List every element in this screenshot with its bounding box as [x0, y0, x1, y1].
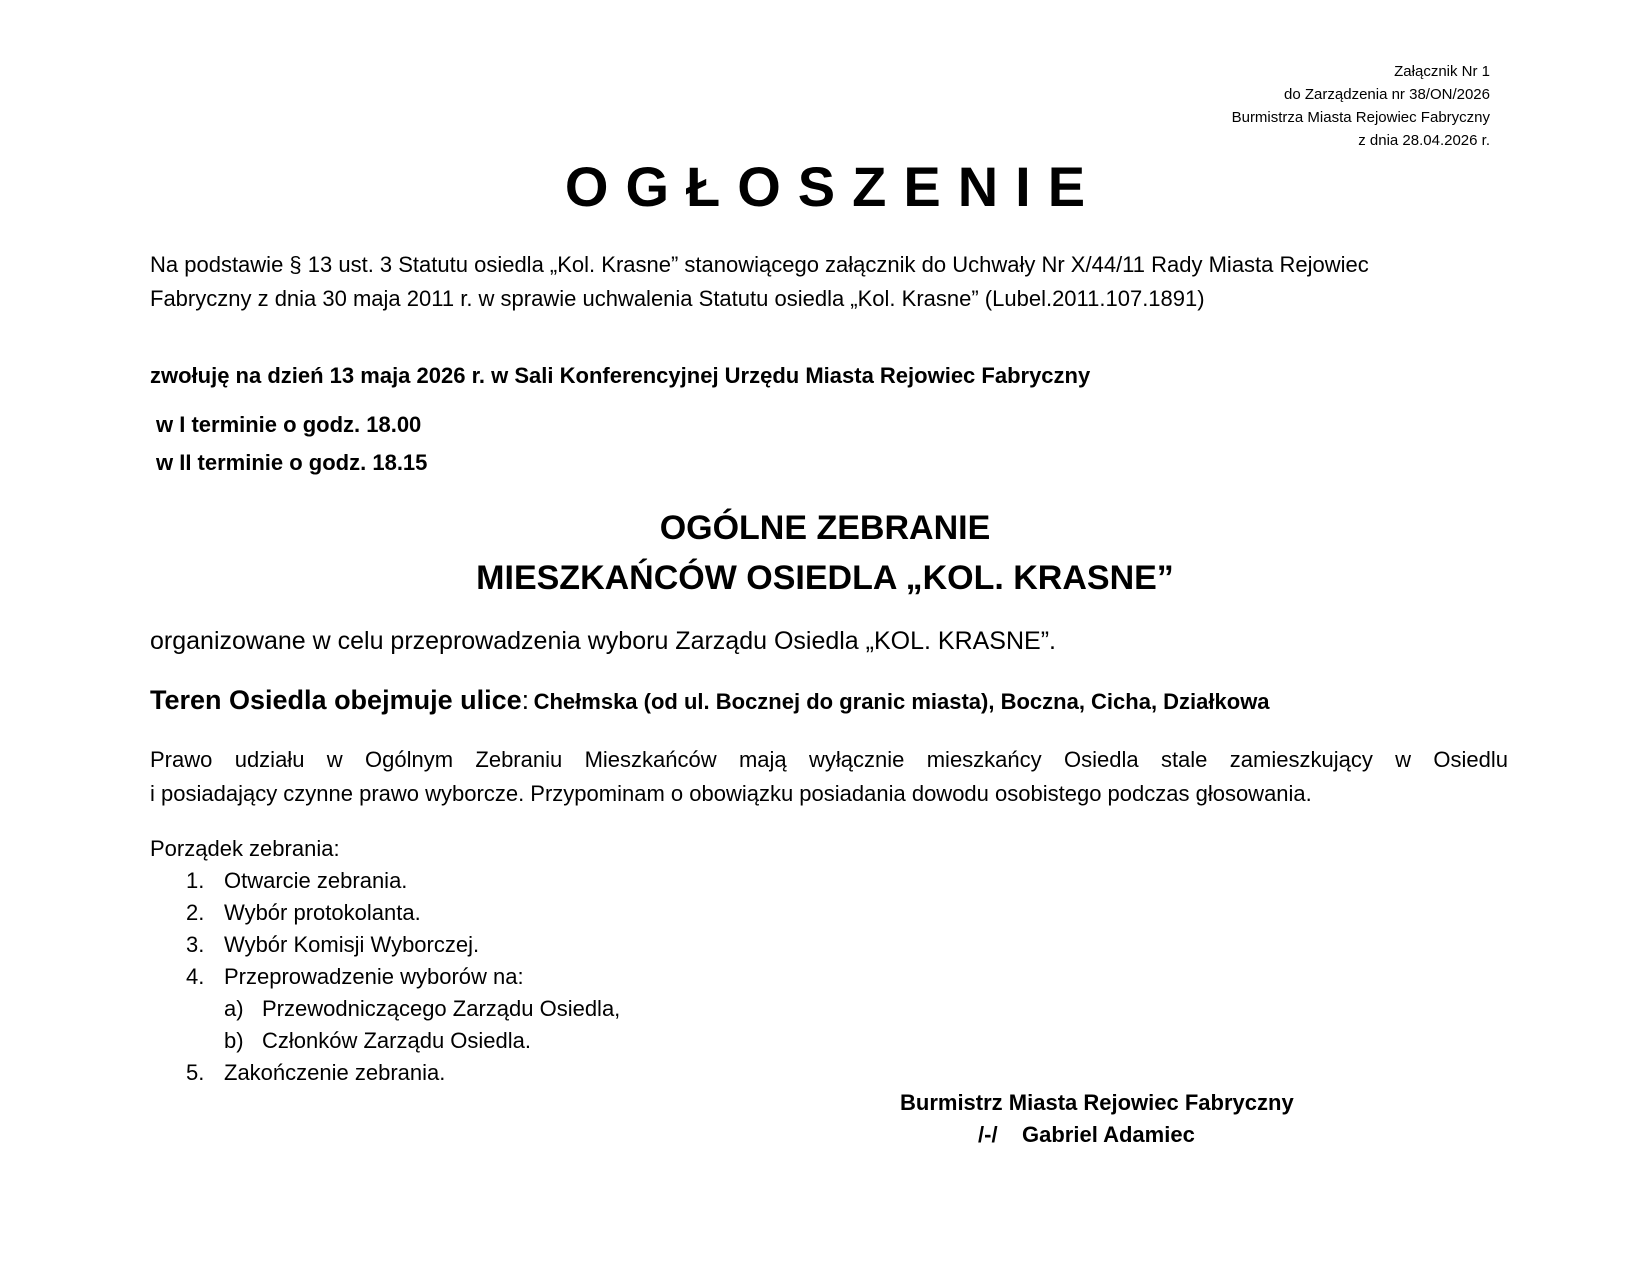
agenda-item-number: 1.: [186, 868, 205, 893]
agenda-subitem-text: Członków Zarządu Osiedla.: [262, 1028, 532, 1053]
agenda-item-number: 5.: [186, 1060, 205, 1085]
agenda-item: [186, 929, 620, 961]
streets-label: Teren Osiedla obejmuje ulice: [150, 685, 522, 715]
announcement-title: OGŁOSZENIE: [564, 155, 1103, 218]
signed-mark: /-/: [978, 1122, 998, 1147]
rights-line: i posiadający czynne prawo wyborcze. Przypominam o obowiązku posiadania dowodu osobistego podczas głosowania.: [150, 781, 1312, 806]
agenda-item-text: Zakończenie zebrania.: [224, 1060, 446, 1085]
agenda-item-number: 4.: [186, 964, 205, 989]
agenda-item-text: Przeprowadzenie wyborów na:: [224, 964, 524, 989]
agenda-title: Porządek zebrania:: [150, 836, 340, 861]
agenda-subitem-letter: a): [224, 996, 244, 1021]
signatory-role: Burmistrz Miasta Rejowiec Fabryczny: [900, 1090, 1294, 1115]
meeting-heading: [0, 503, 1650, 603]
streets-list: Chełmska (od ul. Bocznej do granic miasta), Boczna, Cicha, Działkowa: [533, 689, 1270, 714]
agenda-item: [186, 1057, 620, 1089]
annex-line: z dnia 28.04.2026 r.: [1358, 132, 1490, 149]
meeting-heading-line: OGÓLNE ZEBRANIE: [659, 509, 991, 547]
convene-statement: zwołuję na dzień 13 maja 2026 r. w Sali Konferencyjnej Urzędu Miasta Rejowiec Fabryczny: [150, 363, 1091, 388]
agenda-subitem-text: Przewodniczącego Zarządu Osiedla,: [262, 996, 621, 1021]
agenda-item-text: Wybór protokolanta.: [224, 900, 421, 925]
agenda-list: [186, 865, 620, 1089]
signatory-name: Gabriel Adamiec: [1022, 1122, 1195, 1147]
annex-line: do Zarządzenia nr 38/ON/2026: [1284, 86, 1490, 103]
signature-block: [900, 1087, 1294, 1151]
agenda-item-text: Otwarcie zebrania.: [224, 868, 408, 893]
streets-paragraph: [150, 682, 1270, 723]
agenda-item-number: 3.: [186, 932, 205, 957]
annex-line: Burmistrza Miasta Rejowiec Fabryczny: [1231, 109, 1490, 126]
agenda-item: [186, 961, 620, 993]
legal-basis-paragraph: [150, 248, 1550, 316]
rights-line: Prawo udziału w Ogólnym Zebraniu Mieszkańców mają wyłącznie mieszkańcy Osiedla stale zamieszkujący w Osiedlu: [150, 747, 1508, 772]
streets-colon: :: [521, 685, 530, 715]
legal-basis-line: Fabryczny z dnia 30 maja 2011 r. w sprawie uchwalenia Statutu osiedla „Kol. Krasne” (Lubel.2011.107.1891): [150, 286, 1205, 311]
agenda-subitem-letter: b): [224, 1028, 244, 1053]
agenda-item-number: 2.: [186, 900, 205, 925]
meeting-heading-line: MIESZKAŃCÓW OSIEDLA „KOL. KRASNE”: [476, 559, 1174, 597]
agenda-subitem: [186, 1025, 620, 1057]
participation-rights-paragraph: [150, 743, 1508, 811]
agenda-item: [186, 865, 620, 897]
legal-basis-line: Na podstawie § 13 ust. 3 Statutu osiedla „Kol. Krasne” stanowiącego załącznik do Uchwały Nr X/44/11 Rady Miasta Rejowiec: [150, 252, 1369, 277]
meeting-purpose: organizowane w celu przeprowadzenia wyboru Zarządu Osiedla „KOL. KRASNE”.: [150, 627, 1056, 655]
signatory-name-row: [900, 1119, 1294, 1151]
first-term: w I terminie o godz. 18.00: [156, 412, 422, 437]
agenda-item: [186, 897, 620, 929]
agenda-item-text: Wybór Komisji Wyborczej.: [224, 932, 480, 957]
agenda-subitem: [186, 993, 620, 1025]
annex-note: [1232, 60, 1490, 152]
annex-line: Załącznik Nr 1: [1394, 63, 1490, 80]
second-term: w II terminie o godz. 18.15: [156, 450, 428, 475]
